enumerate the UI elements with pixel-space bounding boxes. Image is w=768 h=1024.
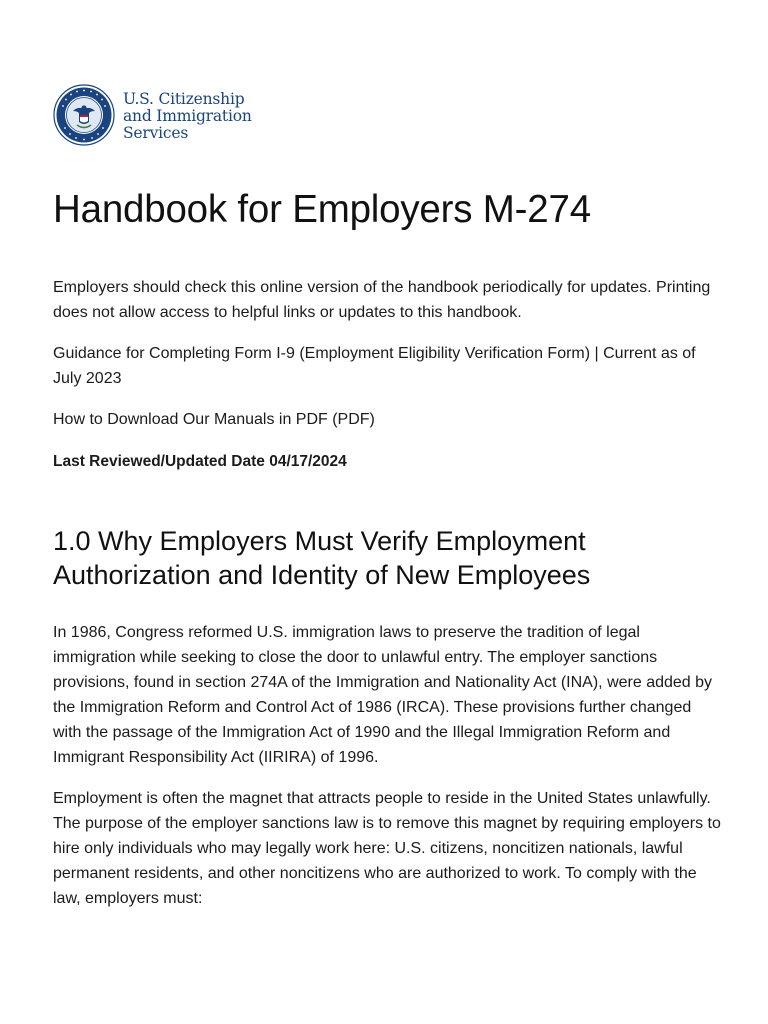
download-manuals-link[interactable]: How to Download Our Manuals in PDF (PDF) — [53, 411, 375, 428]
section-paragraph-2: Employment is often the magnet that attracts people to reside in the United States unlawfully. The purpose of the employer sanctions law is to remove this magnet by requiring employers to hire only individuals who may legally work here: U.S. citizens, noncitizen nationals, lawful permanent residents, and other noncitizens who are authorized to work. To comply with the law, employers must: — [53, 790, 721, 907]
guidance-link[interactable]: Guidance for Completing Form I-9 (Employment Eligibility Verification Form) | Current as of July 2023 — [53, 345, 696, 387]
section-paragraph-1: In 1986, Congress reformed U.S. immigration laws to preserve the tradition of legal immigration while seeking to close the door to unlawful entry. The employer sanctions provisions, found in section 274A of the Immigration and Nationality Act (INA), were added by the Immigration Reform and Control Act of 1986 (IRCA). These provisions further changed with the passage of the Immigration Act of 1990 and the Illegal Immigration Reform and Immigrant Responsibility Act (IIRIRA) of 1996. — [53, 624, 713, 766]
agency-name[interactable] — [123, 91, 252, 142]
dhs-seal-icon — [53, 84, 115, 146]
last-reviewed-date: Last Reviewed/Updated Date 04/17/2024 — [53, 453, 347, 470]
agency-name-line-2: and Immigration — [123, 106, 252, 125]
agency-name-line-1: U.S. Citizenship — [123, 89, 245, 108]
agency-name-line-3: Services — [123, 123, 189, 142]
update-note: Employers should check this online version of the handbook periodically for updates. Printing does not allow access to helpful links or updates to this handbook. — [53, 279, 711, 321]
agency-header — [53, 84, 252, 146]
section-heading: 1.0 Why Employers Must Verify Employment Authorization and Identity of New Employees — [53, 526, 591, 590]
page-title: Handbook for Employers M-274 — [53, 188, 591, 231]
